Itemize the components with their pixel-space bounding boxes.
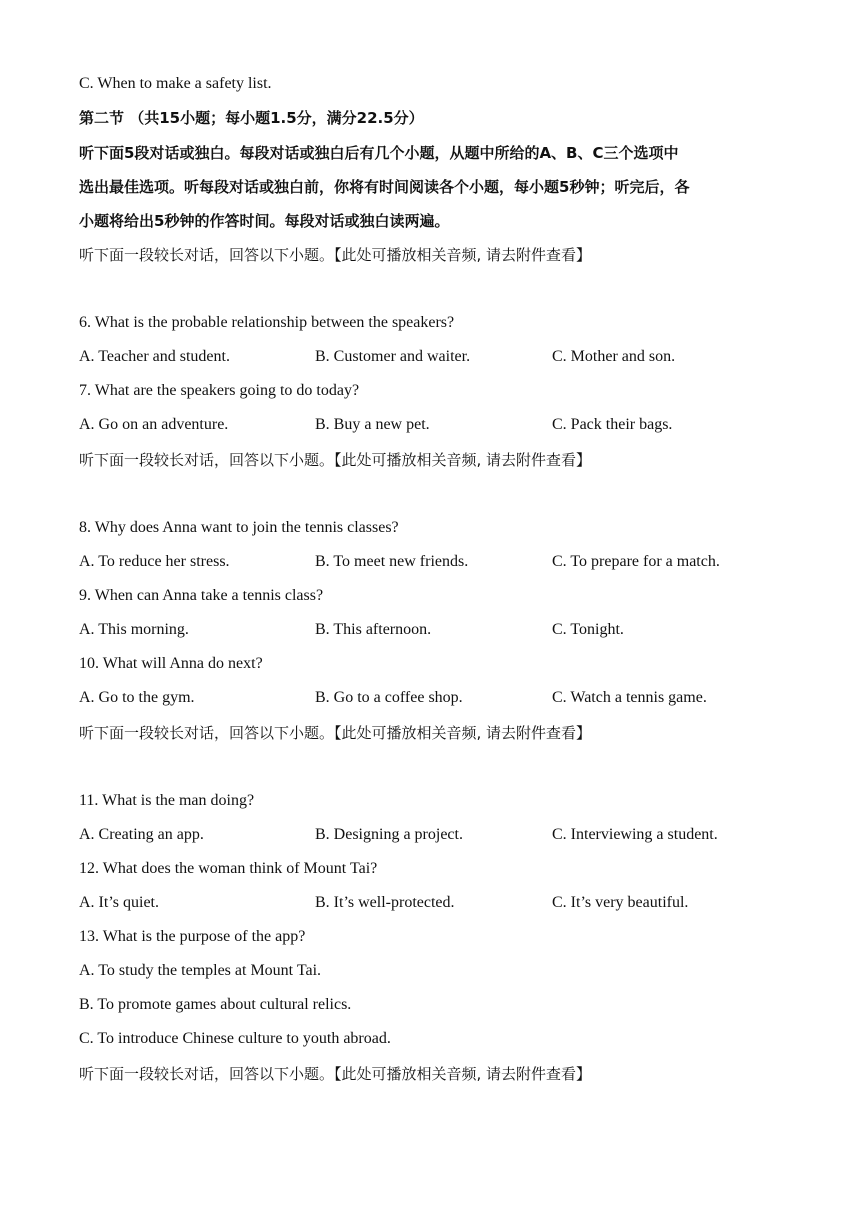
question-13-option-a: A. To study the temples at Mount Tai. [79,962,322,979]
question-10-stem: 10. What will Anna do next? [79,655,263,672]
instruction-line-2: 选出最佳选项。听每段对话或独白前，你将有时间阅读各个小题，每小题5秒钟；听完后，各 [79,178,690,196]
audio-note-3: 听下面一段较长对话，回答以下小题。【此处可播放相关音频, 请去附件查看】 [79,724,592,742]
question-8-stem: 8. Why does Anna want to join the tennis classes? [79,519,399,536]
question-8-option-a: A. To reduce her stress. [79,553,230,570]
audio-note-2: 听下面一段较长对话，回答以下小题。【此处可播放相关音频, 请去附件查看】 [79,451,592,469]
question-9-stem: 9. When can Anna take a tennis class? [79,587,324,604]
question-11-option-b: B. Designing a project. [315,826,463,843]
question-13-option-c: C. To introduce Chinese culture to youth abroad. [79,1030,391,1047]
question-12-option-a: A. It’s quiet. [79,894,159,911]
audio-note-1: 听下面一段较长对话，回答以下小题。【此处可播放相关音频, 请去附件查看】 [79,246,592,264]
question-7-option-b: B. Buy a new pet. [315,416,430,433]
question-8-option-c: C. To prepare for a match. [552,553,720,570]
question-12-option-c: C. It’s very beautiful. [552,894,689,911]
question-7-stem: 7. What are the speakers going to do today? [79,382,360,399]
instruction-line-3: 小题将给出5秒钟的作答时间。每段对话或独白读两遍。 [79,212,450,230]
section-heading: 第二节 （共15小题；每小题1.5分，满分22.5分） [79,109,424,127]
question-8-option-b: B. To meet new friends. [315,553,469,570]
question-11-stem: 11. What is the man doing? [79,792,255,809]
question-13-option-b: B. To promote games about cultural relics. [79,996,352,1013]
question-10-option-c: C. Watch a tennis game. [552,689,707,706]
question-7-option-a: A. Go on an adventure. [79,416,229,433]
question-9-option-c: C. Tonight. [552,621,624,638]
question-6-option-b: B. Customer and waiter. [315,348,471,365]
instruction-line-1: 听下面5段对话或独白。每段对话或独白后有几个小题，从题中所给的A、B、C三个选项中 [79,144,679,162]
question-6-option-c: C. Mother and son. [552,348,676,365]
question-13-stem: 13. What is the purpose of the app? [79,928,306,945]
question-9-option-a: A. This morning. [79,621,189,638]
question-7-option-c: C. Pack their bags. [552,416,673,433]
question-10-option-b: B. Go to a coffee shop. [315,689,463,706]
question-9-option-b: B. This afternoon. [315,621,432,638]
question-6-stem: 6. What is the probable relationship between the speakers? [79,314,455,331]
question-12-stem: 12. What does the woman think of Mount Tai? [79,860,378,877]
question-11-option-c: C. Interviewing a student. [552,826,718,843]
q5-option-c: C. When to make a safety list. [79,75,272,92]
question-11-option-a: A. Creating an app. [79,826,204,843]
question-10-option-a: A. Go to the gym. [79,689,195,706]
question-12-option-b: B. It’s well-protected. [315,894,455,911]
audio-note-4: 听下面一段较长对话，回答以下小题。【此处可播放相关音频, 请去附件查看】 [79,1065,592,1083]
question-6-option-a: A. Teacher and student. [79,348,230,365]
